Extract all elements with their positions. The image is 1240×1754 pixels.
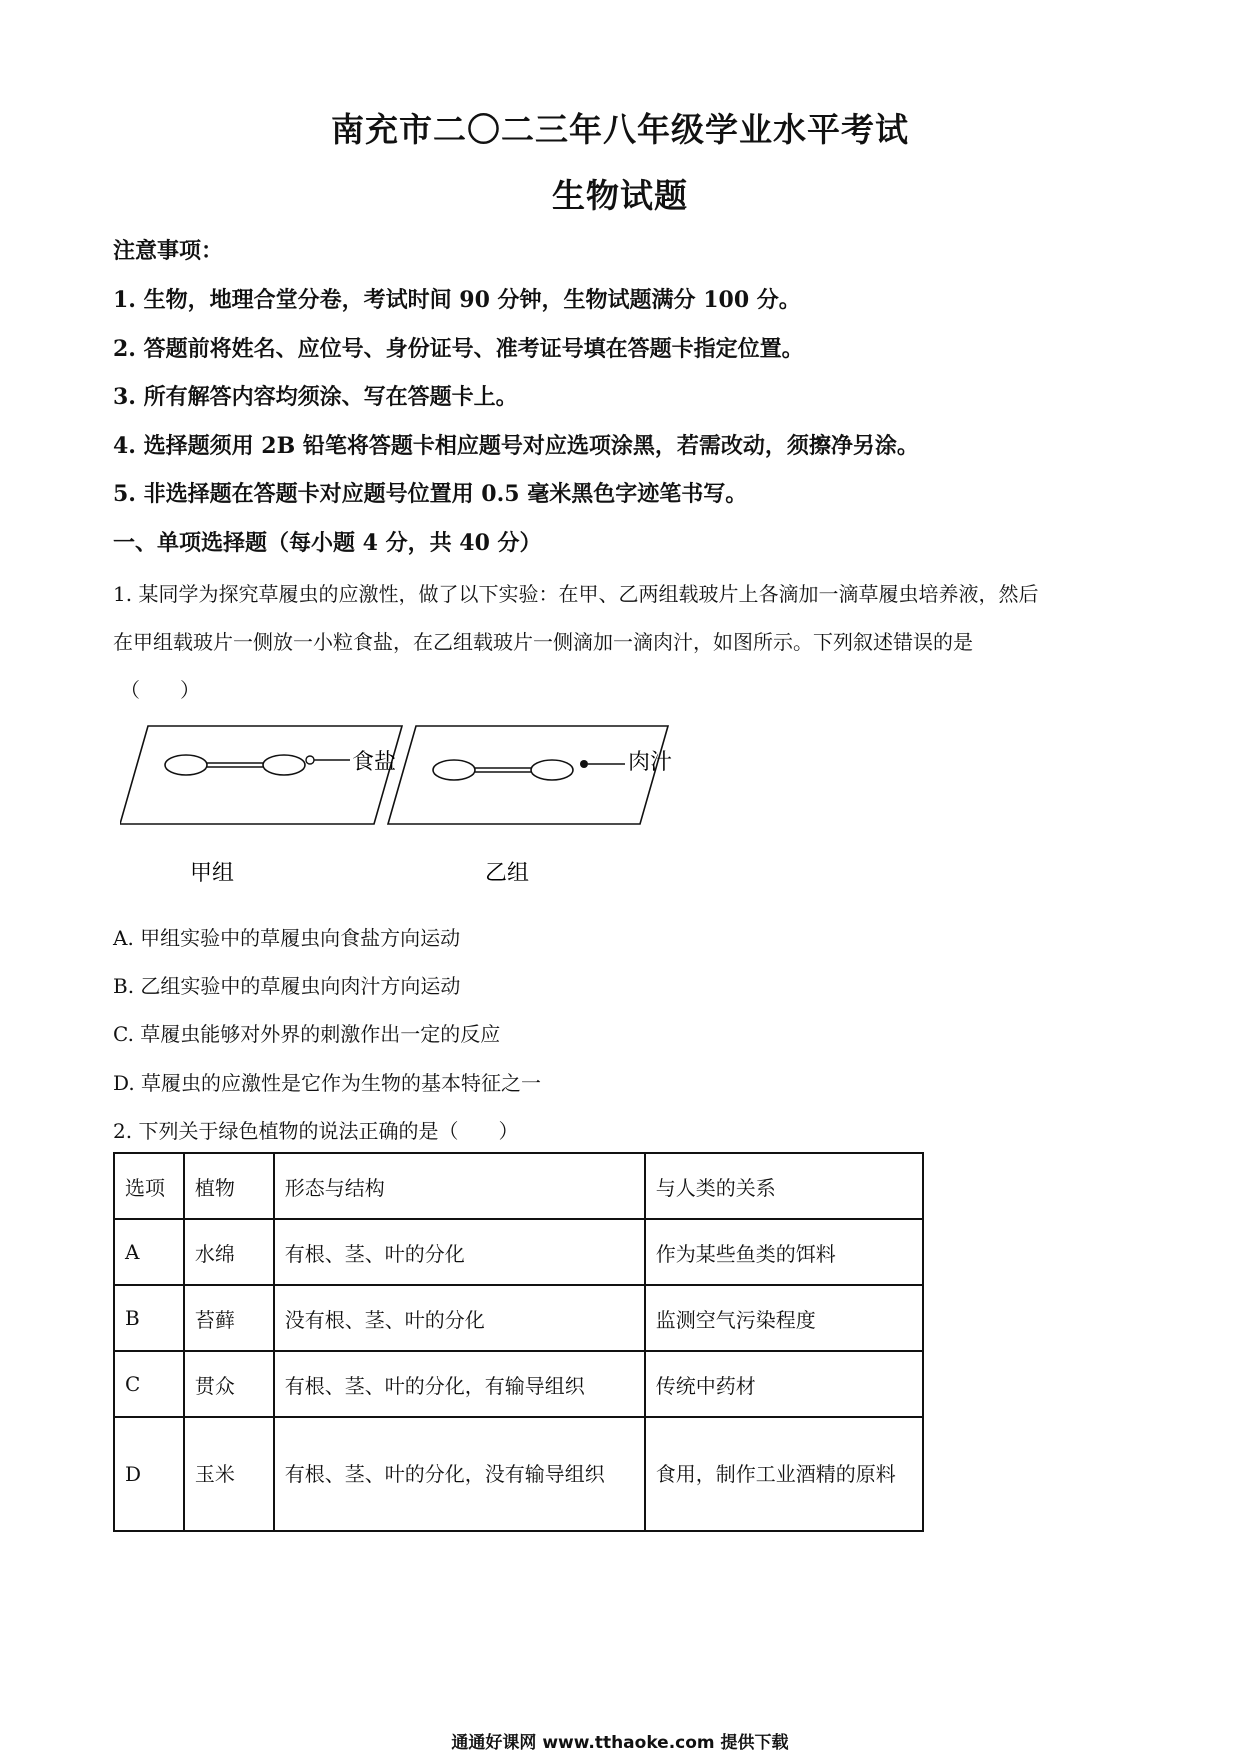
broth-drop xyxy=(580,760,588,768)
question-1-option-b: B. 乙组实验中的草履虫向肉汁方向运动 xyxy=(113,974,461,998)
exam-subtitle: 生物试题 xyxy=(552,176,688,215)
table-header: 植物 xyxy=(184,1153,274,1219)
table-cell: 水绵 xyxy=(184,1219,274,1285)
notice-item-3: 3. 所有解答内容均须涂、写在答题卡上。 xyxy=(113,384,518,410)
notice-item-1: 1. 生物，地理合堂分卷，考试时间 90 分钟，生物试题满分 100 分。 xyxy=(113,287,801,313)
table-cell: 有根、茎、叶的分化，没有输导组织 xyxy=(274,1417,645,1531)
group-a-label: 甲组 xyxy=(190,861,235,886)
table-row xyxy=(114,1351,923,1417)
plant-table xyxy=(113,1152,924,1532)
table-header-row xyxy=(114,1153,923,1219)
slide-group-b xyxy=(388,726,672,886)
table-cell: 作为某些鱼类的饵料 xyxy=(645,1219,923,1285)
question-2-stem: 2. 下列关于绿色植物的说法正确的是（ ） xyxy=(113,1119,519,1143)
table-cell: 传统中药材 xyxy=(645,1351,923,1417)
section-heading: 一、单项选择题（每小题 4 分，共 40 分） xyxy=(113,530,542,556)
paramecium-experiment-figure xyxy=(120,720,760,900)
table-row xyxy=(114,1417,923,1531)
table-cell: D xyxy=(114,1417,184,1531)
table-cell: 贯众 xyxy=(184,1351,274,1417)
question-1-bracket: （ ） xyxy=(120,678,200,702)
table-cell: 玉米 xyxy=(184,1417,274,1531)
slide-group-a xyxy=(120,726,402,886)
exam-title: 南充市二〇二三年八年级学业水平考试 xyxy=(331,110,909,149)
salt-grain xyxy=(306,756,314,764)
question-1-option-a: A. 甲组实验中的草履虫向食盐方向运动 xyxy=(113,926,461,950)
salt-label: 食盐 xyxy=(352,750,397,775)
broth-label: 肉汁 xyxy=(628,750,673,775)
question-1-option-c: C. 草履虫能够对外界的刺激作出一定的反应 xyxy=(113,1022,501,1046)
table-header: 选项 xyxy=(114,1153,184,1219)
table-cell: A xyxy=(114,1219,184,1285)
question-1-option-d: D. 草履虫的应激性是它作为生物的基本特征之一 xyxy=(113,1071,542,1095)
notice-heading: 注意事项： xyxy=(113,238,224,264)
footer-watermark: 通通好课网 www.tthaoke.com 提供下载 xyxy=(451,1733,789,1753)
table-cell: 食用，制作工业酒精的原料 xyxy=(645,1417,923,1531)
notice-item-4: 4. 选择题须用 2B 铅笔将答题卡相应题号对应选项涂黑，若需改动，须擦净另涂。 xyxy=(113,433,919,459)
notice-item-5: 5. 非选择题在答题卡对应题号位置用 0.5 毫米黑色字迹笔书写。 xyxy=(113,481,748,507)
notice-item-2: 2. 答题前将姓名、应位号、身份证号、准考证号填在答题卡指定位置。 xyxy=(113,336,804,362)
table-row xyxy=(114,1285,923,1351)
table-cell: 有根、茎、叶的分化 xyxy=(274,1219,645,1285)
table-cell: 监测空气污染程度 xyxy=(645,1285,923,1351)
table-header: 形态与结构 xyxy=(274,1153,645,1219)
table-cell: C xyxy=(114,1351,184,1417)
table-cell: B xyxy=(114,1285,184,1351)
question-1-line-1: 1. 某同学为探究草履虫的应激性，做了以下实验：在甲、乙两组载玻片上各滴加一滴草履虫培养液，然后 xyxy=(113,582,1039,606)
table-header: 与人类的关系 xyxy=(645,1153,923,1219)
table-cell: 苔藓 xyxy=(184,1285,274,1351)
table-row xyxy=(114,1219,923,1285)
group-b-label: 乙组 xyxy=(485,861,530,886)
question-1-line-2: 在甲组载玻片一侧放一小粒食盐，在乙组载玻片一侧滴加一滴肉汁，如图所示。下列叙述错误的是 xyxy=(113,630,973,654)
table-cell: 有根、茎、叶的分化，有输导组织 xyxy=(274,1351,645,1417)
table-cell: 没有根、茎、叶的分化 xyxy=(274,1285,645,1351)
